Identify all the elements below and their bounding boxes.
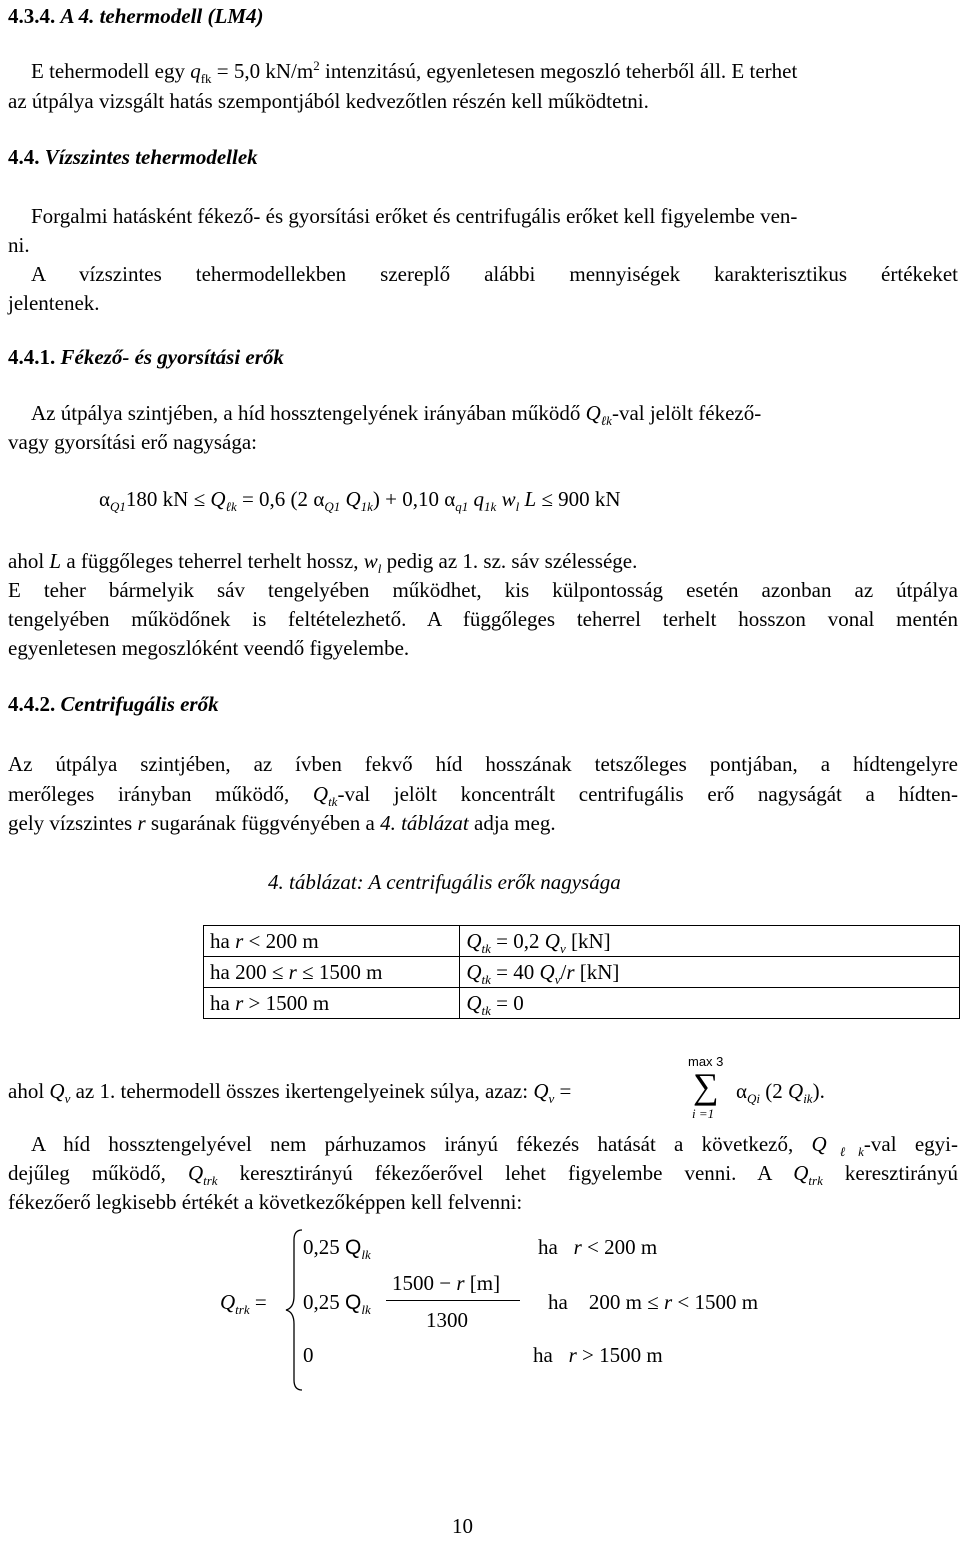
symbol-Q: Q [220,1290,236,1314]
text: -val jelölt fékező- [611,401,762,425]
table-cell: $Q_{tk} = 0$ [460,988,960,1019]
symbol-Q: Q [49,1079,65,1103]
table-row [204,957,960,988]
text: A híd hossztengelyével nem párhuzamos irányú fékezés hatását a következő, [31,1132,812,1156]
table-caption: 4. táblázat: A centrifugális erők nagysága [268,870,621,894]
superscript: 2 [313,58,320,73]
text: merőleges irányban működő, [8,782,313,806]
heading-number: 4.3.4. [8,4,56,28]
paragraph-line [8,781,959,810]
symbol-q: q [473,487,485,511]
fraction-numerator: 1500 − r [m] [392,1271,501,1295]
table-cell: $Q_{tk} = 40$ $Q_v/r$ [kN] [460,957,960,988]
table-cell: ha r > 1500 m [204,988,460,1019]
text: 180 kN [125,487,189,511]
subscript: l [377,561,382,577]
paragraph-line [8,1078,572,1107]
symbol-Q: Q [788,1079,804,1103]
symbol-Q: Q [345,1236,362,1259]
subscript: trk [203,1173,218,1189]
equation-lhs [220,1289,267,1318]
sum-term [736,1078,825,1107]
paragraph-line: az útpálya vizsgált hatás szempontjából kedvezőtlen részén kell működtetni. [8,89,649,113]
text: = 5,0 kN/m [211,59,314,83]
subscript: q1 [455,499,469,515]
table-reference: 4. táblázat [380,811,469,835]
centrifugal-force-table [203,925,960,1019]
heading-4-4-2 [8,691,219,717]
text: -val jelölt koncentrált centrifugális erő nagyságát a hídten- [337,782,959,806]
heading-title: Centrifugális erők [60,692,219,716]
text: ). [812,1079,825,1103]
text: dejűleg működő, [8,1161,188,1185]
paragraph-line [31,1131,958,1160]
case-1-value: 0,25 $Q_{lk}$ [303,1235,371,1263]
table-cell: ha r < 200 m [204,926,460,957]
paragraph-line: Forgalmi hatásként fékező- és gyorsítási erőket és centrifugális erőket kell figyelembe ven- [31,204,798,228]
paragraph-line: tengelyében működőnek is feltételezhető. A függőleges teherrel terhelt hosszon vonal mentén [8,607,958,631]
paragraph-line: A vízszintes tehermodellekben szereplő alábbi mennyiségek karakterisztikus értékeket [31,262,958,286]
alpha-symbol: α [736,1079,748,1103]
heading-title: Vízszintes tehermodellek [44,145,258,169]
subscript: v [548,1091,555,1107]
table-row [204,988,960,1019]
symbol-q: q [190,59,201,83]
text: E tehermodell egy [31,59,191,83]
equation-braking-force [99,486,621,515]
sum-upper-limit: max 3 [688,1054,724,1069]
subscript: fk [200,71,212,87]
text: (2 [760,1079,789,1103]
subscript: Qi [747,1091,761,1107]
subscript: l [515,499,520,515]
subscript: Q1 [110,499,126,515]
le-symbol: ≤ [541,487,553,511]
sum-lower-limit: i =1 [692,1106,715,1121]
paragraph-line: egyenletesen megoszlóként veendő figyelembe. [8,636,410,660]
symbol-Q: Q [345,1291,362,1314]
heading-number: 4.4.1. [8,345,56,369]
text: ) + 0,10 [372,487,440,511]
subscript: ℓk [826,1144,864,1160]
alpha-symbol: α [313,487,325,511]
paragraph-line: vagy gyorsítási erő nagysága: [8,430,258,454]
symbol-Q: Q [811,1132,827,1156]
table-cell: ha 200 ≤ r ≤ 1500 m [204,957,460,988]
sum-symbol: ∑ [693,1066,719,1106]
heading-number: 4.4.2. [8,692,56,716]
subscript: 1k [484,499,497,515]
paragraph-line [8,810,556,836]
fraction-denominator: 1300 [426,1308,468,1332]
text: pedig az 1. sz. sáv szélessége. [381,549,638,573]
case-3-condition: ha r > 1500 m [533,1343,663,1367]
table-row [204,926,960,957]
text: keresztirányú fékezőerővel lehet figyelembe venni. A [217,1161,794,1185]
heading-number: 4.4. [8,145,40,169]
paragraph-line [8,548,638,577]
paragraph-line: fékezőerő legkisebb értékét a következőképpen kell felvenni: [8,1190,523,1214]
heading-4-4-1 [8,344,284,370]
paragraph-line [31,400,762,429]
symbol-Q: Q [187,1161,204,1185]
case-2-condition: ha 200 m ≤ r < 1500 m [548,1290,759,1314]
paragraph-line: Az útpálya szintjében, az ívben fekvő híd hosszának tetszőleges pontjában, a hídtengelyre [8,752,958,776]
table-cell: $Q_{tk} = 0,2$ $Q_v$ [kN] [460,926,960,957]
case-3-value: 0 [303,1343,314,1367]
symbol-w: w [501,487,516,511]
paragraph-line: ni. [8,233,30,257]
symbol-Q: Q [533,1079,549,1103]
paragraph-line [8,1160,958,1189]
subscript: v [64,1091,71,1107]
symbol-w: w [363,549,378,573]
symbol-Q: Q [312,782,329,806]
symbol-r: r [137,811,146,835]
symbol-Q: Q [793,1161,809,1185]
subscript: ik [803,1091,813,1107]
text: 900 kN [558,487,621,511]
symbol-Q: Q [585,401,601,425]
symbol-Q: Q [345,487,361,511]
text: sugarának függvényében a [145,811,381,835]
text: adja meg. [468,811,556,835]
le-symbol: ≤ [193,487,206,511]
text: intenzitású, egyenletesen megoszló teherből áll. E terhet [319,59,798,83]
subscript: Q1 [324,499,341,515]
subscript: trk [235,1302,250,1318]
heading-4-4 [8,144,258,170]
symbol-L: L [49,549,62,573]
heading-4-3-4 [8,3,264,29]
paragraph-line: E teher bármelyik sáv tengelyében működhet, kis külpontosság esetén azonban az útpálya [8,578,958,602]
text: a függőleges teherrel terhelt hossz, [61,549,364,573]
subscript: trk [808,1173,823,1189]
alpha-symbol: α [99,487,111,511]
symbol-L: L [524,487,537,511]
text: -val egyi- [863,1132,958,1156]
text: = [554,1079,572,1103]
subscript: tk [328,794,338,810]
subscript: 1k [360,499,373,515]
left-brace-icon [282,1228,304,1392]
subscript: lk [361,1302,371,1318]
text: keresztirányú [822,1161,958,1185]
subscript: ℓk [225,499,237,515]
text: gely vízszintes [8,811,138,835]
text: ahol [8,549,50,573]
text: = [249,1290,267,1314]
page-number: 10 [452,1514,473,1538]
text: Az útpálya szintjében, a híd hossztengelyének irányában működő [31,401,586,425]
text: az 1. tehermodell összes ikertengelyeinek súlya, azaz: [70,1079,534,1103]
text: ahol [8,1079,50,1103]
case-1-condition: ha r < 200 m [538,1235,658,1259]
paragraph-line: jelentenek. [8,291,100,315]
heading-title: Fékező- és gyorsítási erők [60,345,284,369]
case-2-coefficient: 0,25 $Q_{lk}$ [303,1290,371,1318]
paragraph-line [31,58,798,87]
subscript: lk [361,1247,371,1263]
alpha-symbol: α [444,487,456,511]
heading-title: A 4. tehermodell (LM4) [60,4,264,28]
fraction-bar [386,1300,520,1301]
text: = 0,6 (2 [241,487,309,511]
symbol-Q: Q [210,487,226,511]
subscript: ℓk [600,413,612,429]
